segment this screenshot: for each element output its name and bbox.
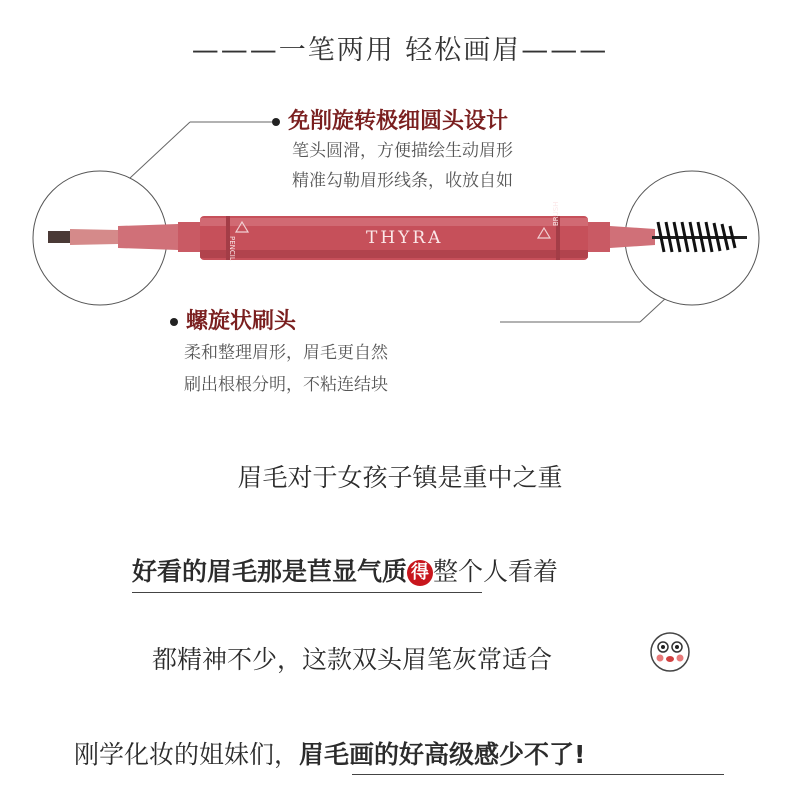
copy-line-1: 眉毛对于女孩子镇是重中之重 [237,463,563,492]
underline [132,592,482,593]
copy-line-2-bold: 好看的眉毛那是苣显气质 [132,557,408,586]
de-badge: 得 [407,560,433,586]
copy-line-4-bold: 眉毛画的好高级感少不了! [299,740,586,769]
page-title: ———一笔两用 轻松画眉——— [191,35,609,66]
brand-label: THYRA [366,228,444,248]
pencil-label: PENCIL [228,236,236,261]
bullet-dot [170,318,178,326]
brush-label: BRUSH [552,201,560,226]
copy-line-3: 都精神不少，这款双头眉笔灰常适合 [152,645,553,674]
feature-2-line-1: 柔和整理眉形，眉毛更自然 [184,343,388,363]
feature-2-line-2: 刷出根根分明，不粘连结块 [184,375,388,395]
copy-line-2 [132,552,558,588]
pencil-tip [48,231,70,243]
copy-line-4-plain: 刚学化妆的姐妹们， [74,740,300,769]
feature-2-title: 螺旋状刷头 [186,309,297,334]
feature-1-title: 免削旋转极细圆头设计 [288,109,509,134]
copy-line-4 [74,735,585,771]
feature-1-line-2: 精准勾勒眉形线条，收放自如 [292,171,513,191]
underline [352,774,724,775]
cute-face-icon [648,630,692,674]
feature-1-line-1: 笔头圆滑，方便描绘生动眉形 [292,141,513,161]
copy-line-2-rest: 整个人看着 [433,557,559,586]
